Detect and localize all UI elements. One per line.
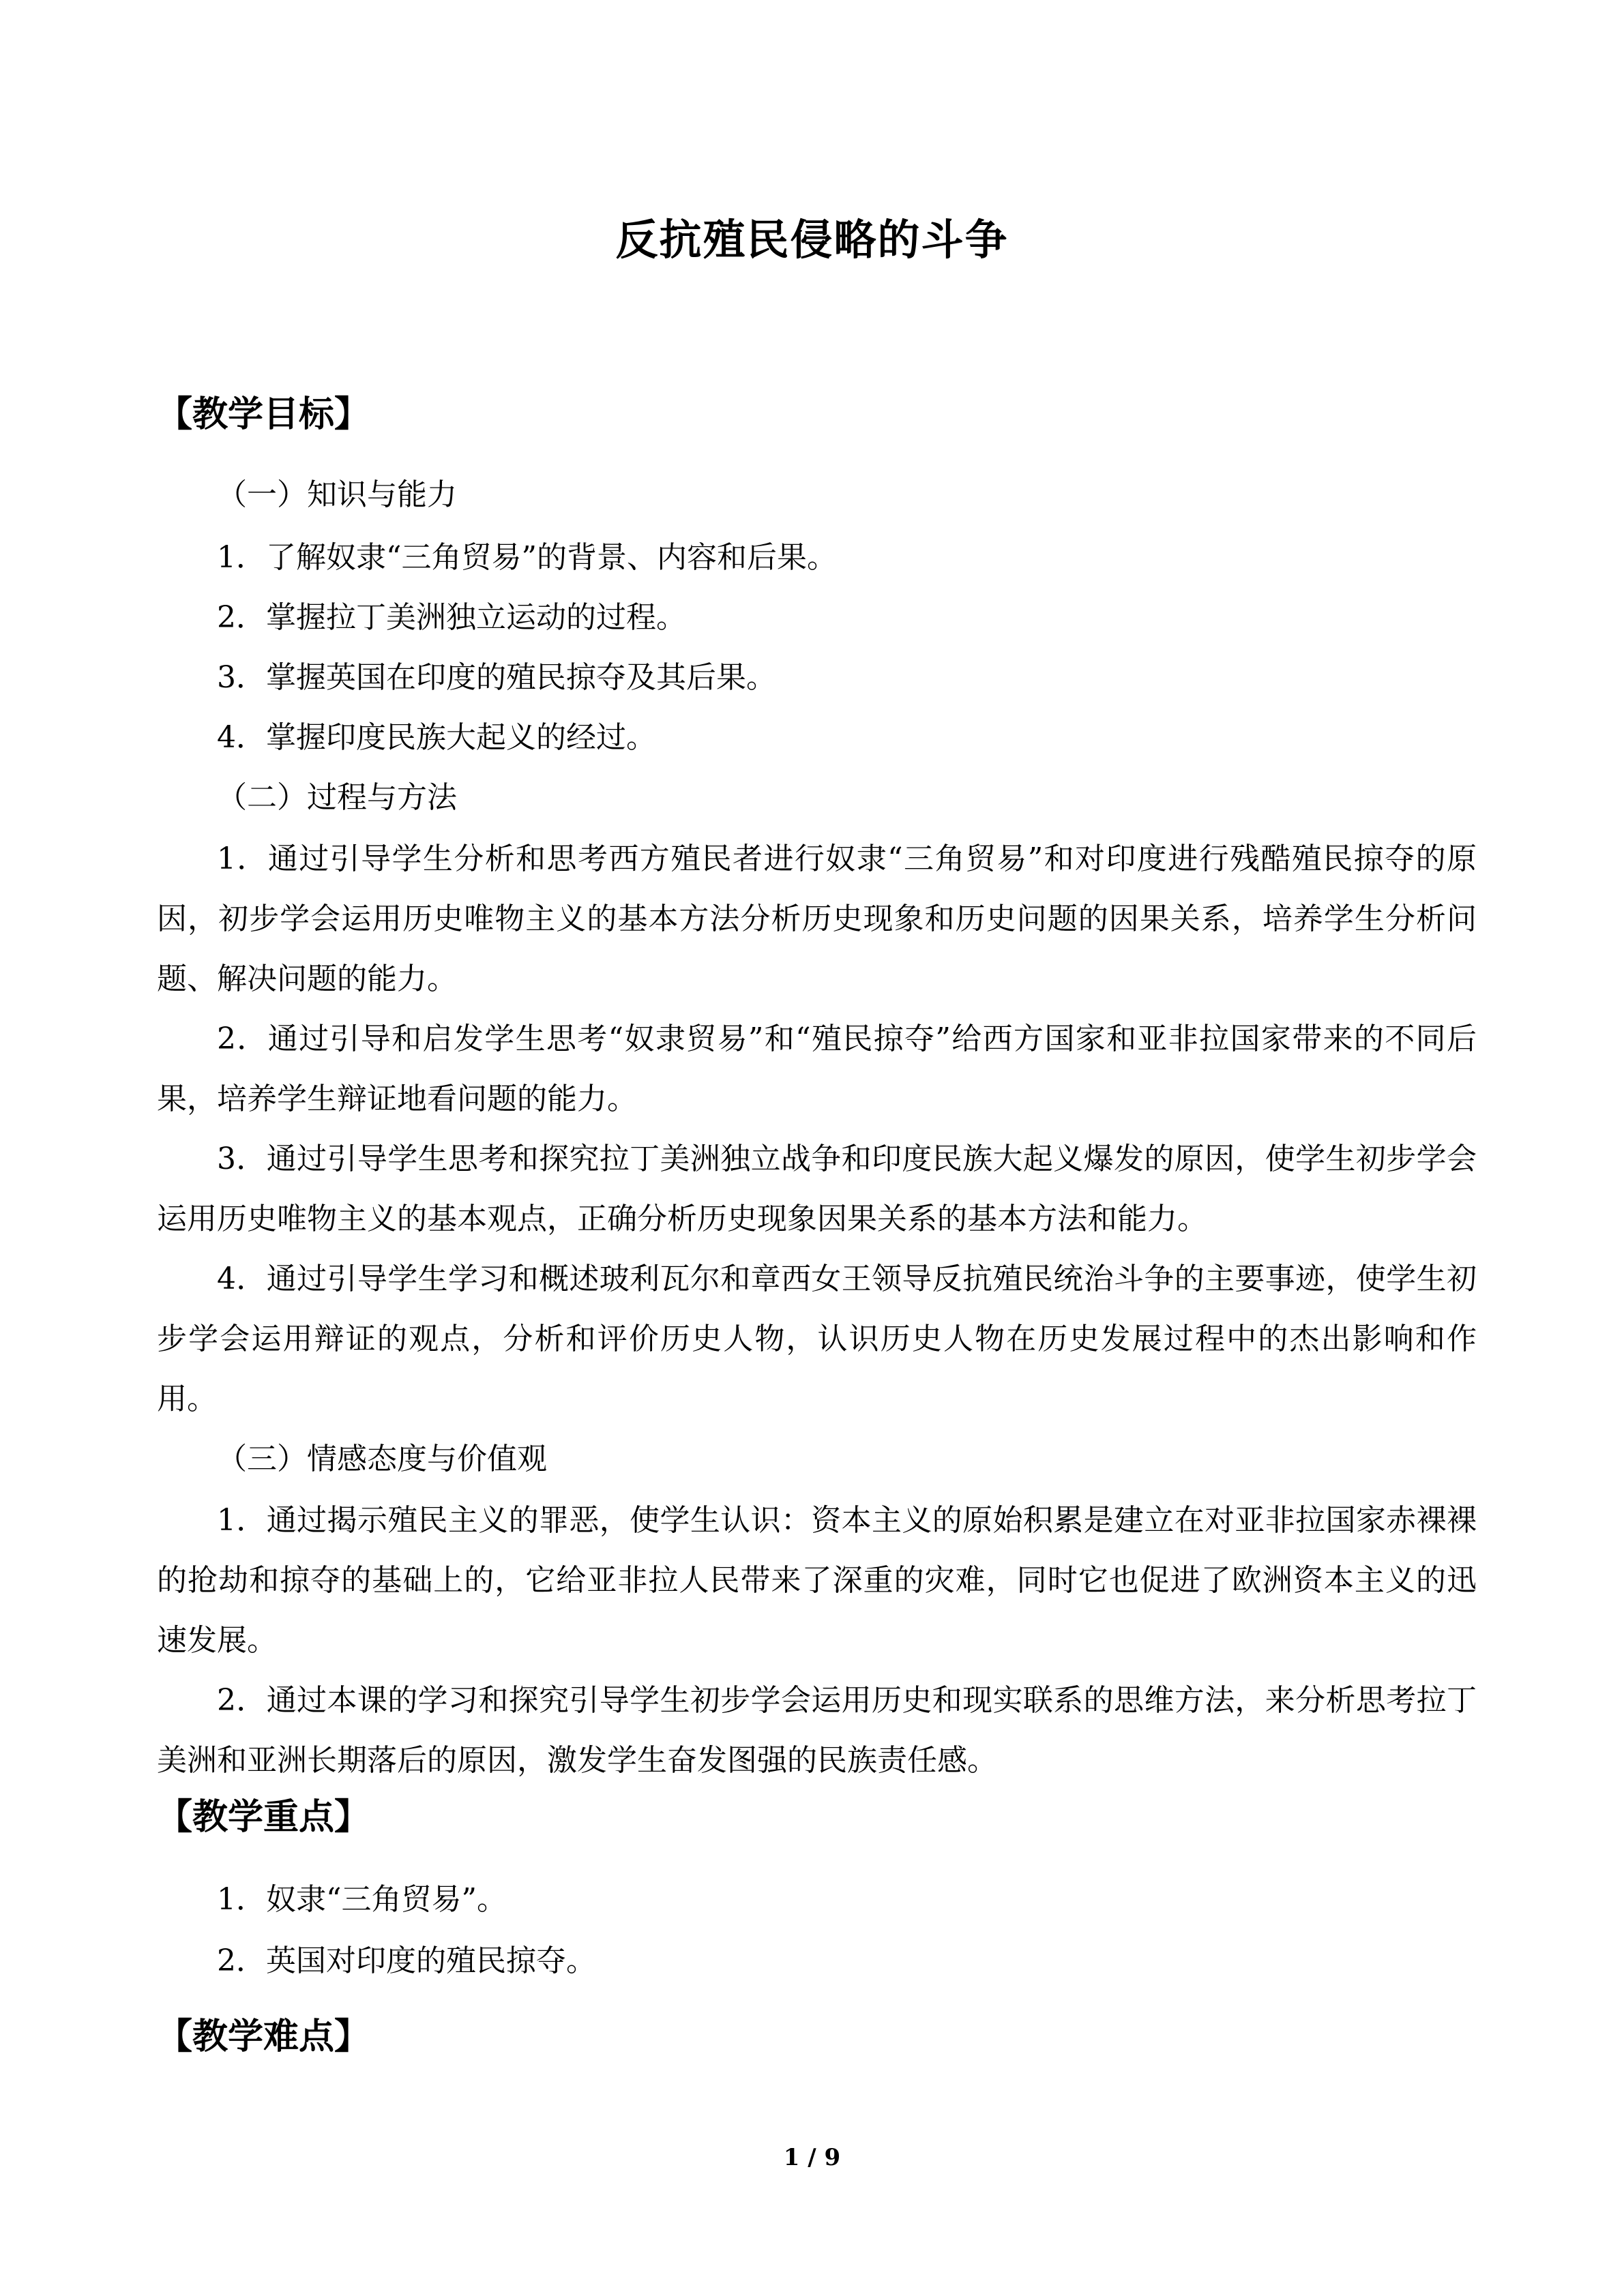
sub-heading-process: （二）过程与方法 bbox=[217, 780, 457, 815]
knowledge-item-3: 3．掌握英国在印度的殖民掠夺及其后果。 bbox=[217, 660, 776, 695]
knowledge-item-4: 4．掌握印度民族大起义的经过。 bbox=[217, 720, 656, 755]
process-item-4: 4．通过引导学生学习和概述玻利瓦尔和章西女王领导反抗殖民统治斗争的主要事迹，使学生初步学会运用辩证的观点，分析和评价历史人物，认识历史人物在历史发展过程中的杰出影响和作用。 bbox=[157, 1262, 1477, 1416]
sub-heading-values: （三）情感态度与价值观 bbox=[217, 1442, 547, 1476]
values-item-1: 1．通过揭示殖民主义的罪恶，使学生认识：资本主义的原始积累是建立在对亚非拉国家赤裸裸的抢劫和掠夺的基础上的，它给亚非拉人民带来了深重的灾难，同时它也促进了欧洲资本主义的迅速发展。 bbox=[157, 1503, 1477, 1658]
key-point-item-1: 1．奴隶“三角贸易”。 bbox=[217, 1882, 507, 1917]
sub-heading-knowledge: （一）知识与能力 bbox=[217, 477, 457, 512]
values-item-2: 2．通过本课的学习和探究引导学生初步学会运用历史和现实联系的思维方法，来分析思考拉丁美洲和亚洲长期落后的原因，激发学生奋发图强的民族责任感。 bbox=[157, 1683, 1477, 1778]
page-title: 反抗殖民侵略的斗争 bbox=[615, 215, 1009, 265]
process-item-2: 2．通过引导和启发学生思考“奴隶贸易”和“殖民掠夺”给西方国家和亚非拉国家带来的不同后果，培养学生辩证地看问题的能力。 bbox=[157, 1022, 1477, 1116]
knowledge-item-1: 1．了解奴隶“三角贸易”的背景、内容和后果。 bbox=[217, 540, 837, 575]
section-heading-objectives: 【教学目标】 bbox=[157, 394, 370, 435]
key-point-item-2: 2．英国对印度的殖民掠夺。 bbox=[217, 1943, 596, 1978]
page-number: 1 / 9 bbox=[783, 2144, 841, 2171]
process-item-1: 1．通过引导学生分析和思考西方殖民者进行奴隶“三角贸易”和对印度进行残酷殖民掠夺的原因，初步学会运用历史唯物主义的基本方法分析历史现象和历史问题的因果关系，培养学生分析问题、解决问题的能力。 bbox=[157, 841, 1477, 996]
section-heading-key-points: 【教学重点】 bbox=[157, 1797, 370, 1838]
section-heading-difficulties: 【教学难点】 bbox=[157, 2016, 370, 2057]
knowledge-item-2: 2．掌握拉丁美洲独立运动的过程。 bbox=[217, 600, 686, 635]
process-item-3: 3．通过引导学生思考和探究拉丁美洲独立战争和印度民族大起义爆发的原因，使学生初步学会运用历史唯物主义的基本观点，正确分析历史现象因果关系的基本方法和能力。 bbox=[157, 1142, 1477, 1236]
